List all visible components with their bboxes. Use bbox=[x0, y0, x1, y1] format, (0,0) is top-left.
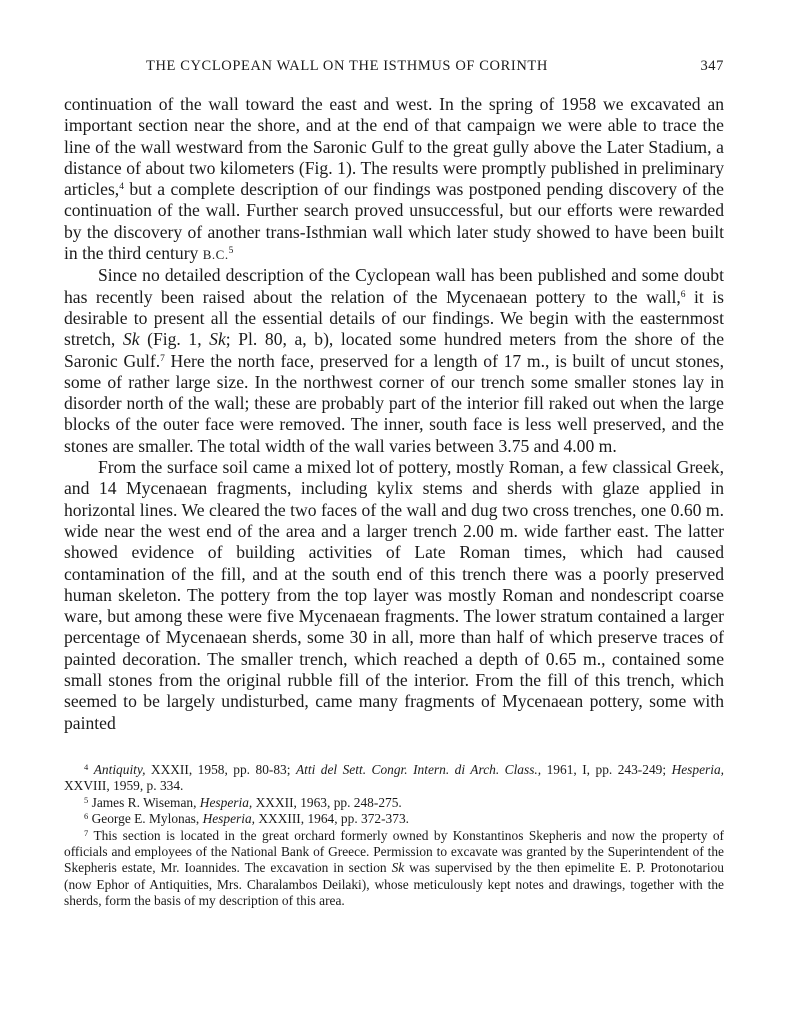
text-run: but a complete description of our findings was postponed pending discovery of the continuation of the wall. Further search proved unsuccessful, but our efforts were rewarded by the discovery of another trans-Isthmian wall which later study showed to have been built in the third century bbox=[64, 179, 724, 264]
citation-title: Antiquity, bbox=[93, 761, 146, 777]
paragraph-2 bbox=[64, 265, 724, 457]
footnote-ref-6[interactable]: 6 bbox=[680, 289, 686, 300]
section-label-sk: Sk bbox=[391, 860, 405, 876]
text-run: continuation of the wall toward the east and west. In the spring of 1958 we excavated an important section near the shore, and at the end of that campaign we were able to trace the line of the wall westward from the Saronic Gulf to the great gully above the Later Stadium, a distance of about two kilometers (Fig. 1). The results were promptly published in preliminary articles, bbox=[64, 94, 724, 200]
paragraph-1 bbox=[64, 94, 724, 265]
text-run: Since no detailed description of the Cyclopean wall has been published and some doubt has recently been raised about the relation of the Mycenaean pottery to the wall, bbox=[64, 265, 724, 307]
text-run: XXXIII, 1964, pp. 372-373. bbox=[255, 811, 409, 827]
small-caps-bc: B.C. bbox=[202, 247, 229, 263]
text-run: ; Pl. 80, a, b), located some hundred meters from the shore of the Saronic Gulf. bbox=[64, 329, 724, 371]
footnote-7 bbox=[64, 828, 724, 910]
footnote-5 bbox=[64, 795, 724, 811]
footnote-ref-4[interactable]: 4 bbox=[119, 182, 124, 193]
text-run: it is desirable to present all the essential details of our findings. We begin with the easternmost stretch, bbox=[64, 286, 724, 350]
page-number: 347 bbox=[700, 58, 724, 74]
footnote-6 bbox=[64, 811, 724, 827]
paragraph-3: From the surface soil came a mixed lot of pottery, mostly Roman, a few classical Greek, and 14 Mycenaean fragments, including kylix stems and sherds with glaze applied in horizontal lines. We cleared the two faces of the wall and dug two cross trenches, one 0.60 m. wide near the west end of the area and a larger trench 2.00 m. wide farther east. The latter showed evidence of building activities of Late Roman times, which had caused contamination of the fill, and at the south end of this trench there was a poorly preserved human skeleton. The pottery from the top layer was mostly Roman and nondescript coarse ware, but among these were five Mycenaean fragments. The lower stratum contained a larger percentage of Mycenaean sherds, some 30 in all, more than half of which preserve traces of painted decoration. The smaller trench, which reached a depth of 0.65 m., contained some small stones from the original rubble fill of the interior. From the fill of this trench, which seemed to be largely undisturbed, came many fragments of Mycenaean pottery, some with painted bbox=[64, 457, 724, 733]
page bbox=[64, 58, 724, 910]
text-run: George E. Mylonas, bbox=[91, 811, 203, 827]
running-head bbox=[64, 58, 724, 82]
body-text bbox=[64, 94, 724, 734]
footnote-number: 5 bbox=[84, 794, 89, 805]
footnote-ref-5[interactable]: 5 bbox=[228, 246, 234, 257]
footnote-4 bbox=[64, 762, 724, 795]
text-run: James R. Wiseman, bbox=[91, 794, 200, 810]
text-run: Here the north face, preserved for a length of 17 m., is built of uncut stones, some of rather large size. In the northwest corner of our trench some smaller stones lay in disorder north of the wall; these are probably part of the interior fill raked out when the large blocks of the outer face were removed. The inner, south face is less well preserved, and the stones are smaller. The total width of the wall varies between 3.75 and 4.00 m. bbox=[64, 350, 724, 456]
text-run: XXVIII, 1959, p. 334. bbox=[64, 778, 184, 794]
footnote-number: 4 bbox=[84, 761, 89, 772]
section-label-sk: Sk bbox=[209, 329, 226, 350]
text-run: XXXII, 1963, pp. 248-275. bbox=[252, 794, 402, 810]
running-title: THE CYCLOPEAN WALL ON THE ISTHMUS OF CORINTH bbox=[146, 58, 548, 74]
citation-title: Hesperia, bbox=[199, 794, 253, 810]
section-label-sk: Sk bbox=[122, 329, 140, 350]
text-run: (Fig. 1, bbox=[139, 329, 210, 350]
footnote-number: 7 bbox=[84, 827, 89, 838]
citation-title: Hesperia, bbox=[671, 761, 725, 777]
footnotes bbox=[64, 762, 724, 910]
text-run: was supervised by the then epimelite E. P. Protonotariou (now Ephor of Antiquities, Mrs. Charalambos Deilaki), whose meticulously kept notes and drawings, together with the sherds, form the basis of my description of this area. bbox=[64, 860, 724, 909]
citation-title: Atti del Sett. Congr. Intern. di Arch. Class., bbox=[295, 761, 542, 777]
text-run: XXXII, 1958, pp. 80-83; bbox=[145, 761, 296, 777]
footnote-number: 6 bbox=[84, 811, 89, 822]
citation-title: Hesperia, bbox=[202, 811, 256, 827]
footnote-ref-7[interactable]: 7 bbox=[160, 353, 165, 364]
text-run: 1961, I, pp. 243-249; bbox=[541, 761, 672, 777]
text-run: This section is located in the great orchard formerly owned by Konstantinos Skepheris and now the property of officials and employees of the National Bank of Greece. Permission to excavate was granted by the Superintendent of the Skepheris estate, Mr. Ioannides. The excavation in section bbox=[64, 827, 724, 876]
